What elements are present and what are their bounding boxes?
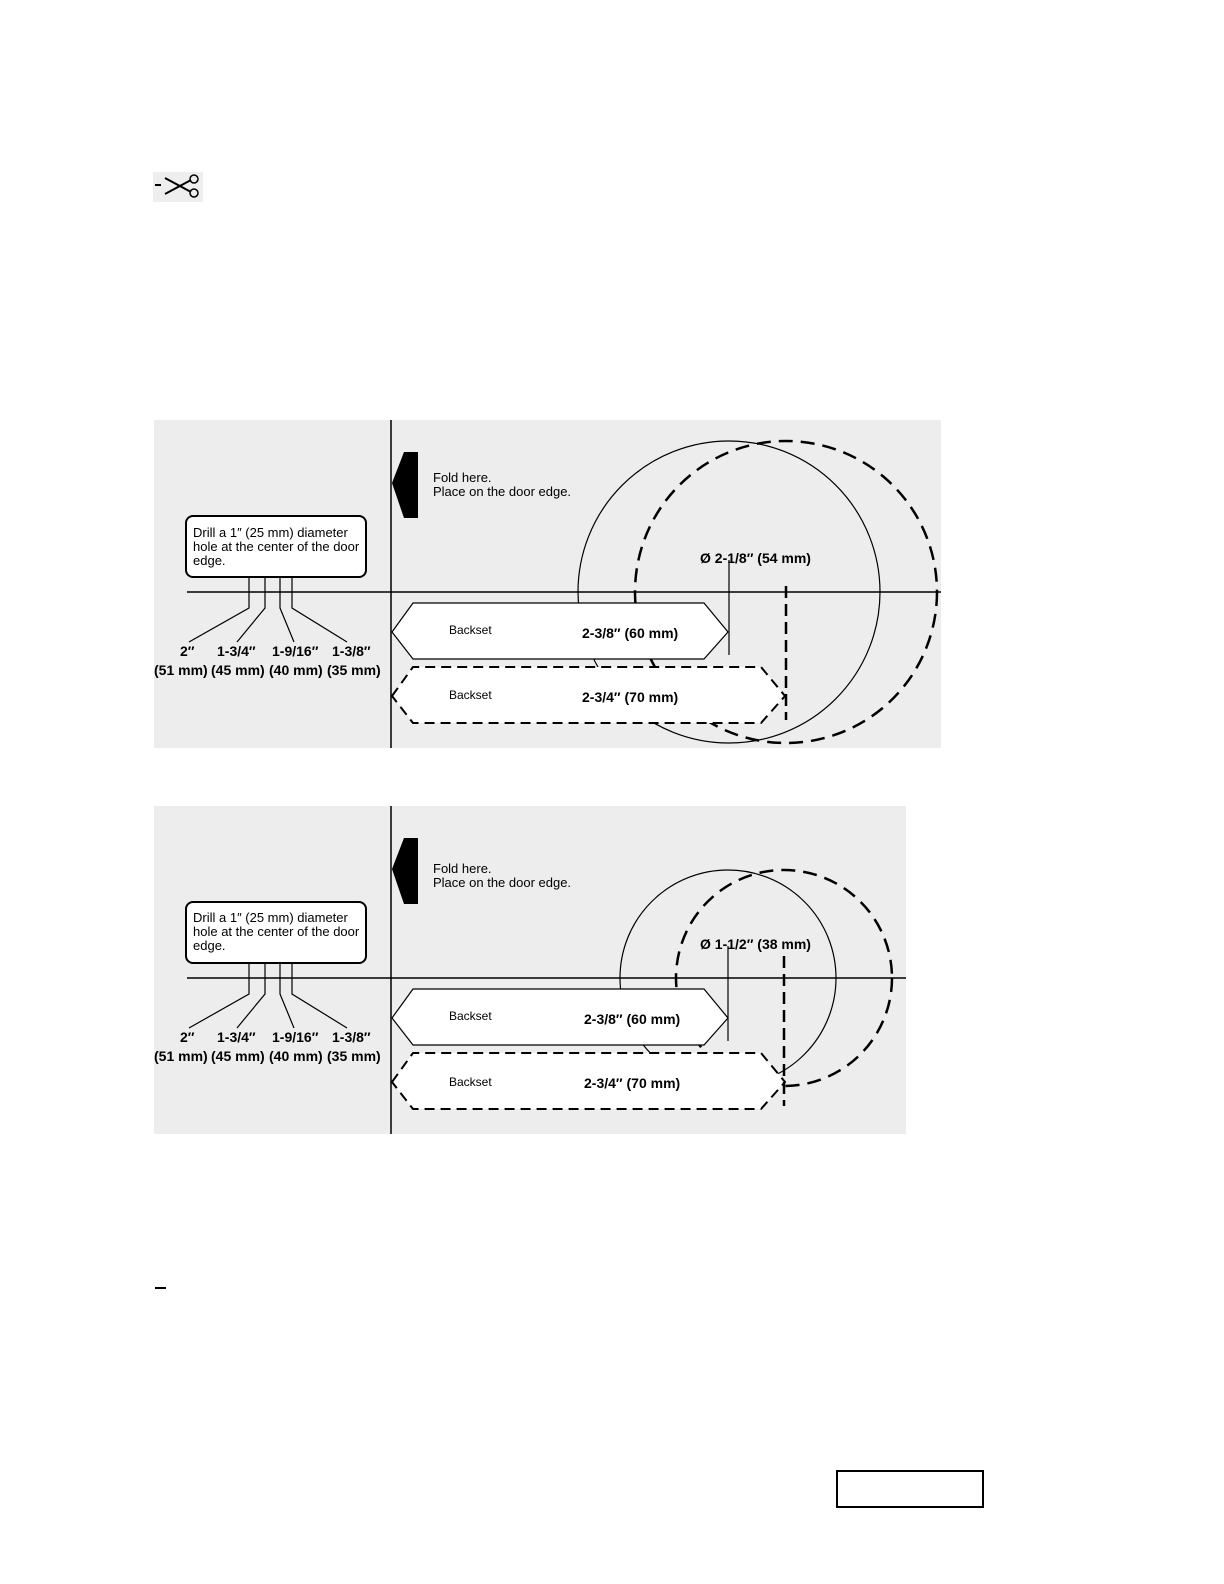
backset-label-60: Backset bbox=[449, 623, 492, 637]
backset-value-60: 2-3/8″ (60 mm) bbox=[582, 625, 679, 641]
diameter-label: Ø 1-1/2″ (38 mm) bbox=[700, 936, 811, 952]
thickness-mm-1: (51 mm) bbox=[154, 1048, 208, 1064]
cut-mark bbox=[155, 1287, 166, 1289]
thickness-in-4: 1-3/8″ bbox=[332, 643, 371, 659]
fold-arrow-icon bbox=[392, 452, 418, 518]
drill-text-1: Drill a 1″ (25 mm) diameter bbox=[193, 910, 348, 925]
drill-text-2: hole at the center of the door bbox=[193, 924, 360, 939]
backset-label-70: Backset bbox=[449, 1075, 492, 1089]
scissors-icon bbox=[153, 172, 203, 202]
thickness-in-2: 1-3/4″ bbox=[217, 643, 256, 659]
thickness-mm-3: (40 mm) bbox=[269, 1048, 323, 1064]
thickness-in-3: 1-9/16″ bbox=[272, 1029, 319, 1045]
thickness-mm-2: (45 mm) bbox=[211, 662, 265, 678]
thickness-mm-3: (40 mm) bbox=[269, 662, 323, 678]
thickness-mm-4: (35 mm) bbox=[327, 662, 381, 678]
drill-text-3: edge. bbox=[193, 938, 226, 953]
backset-value-60: 2-3/8″ (60 mm) bbox=[584, 1011, 681, 1027]
fold-text-2: Place on the door edge. bbox=[433, 875, 572, 890]
thickness-in-2: 1-3/4″ bbox=[217, 1029, 256, 1045]
drill-text-2: hole at the center of the door bbox=[193, 539, 360, 554]
drill-template-38mm bbox=[154, 806, 906, 1134]
thickness-in-1: 2″ bbox=[180, 643, 195, 659]
backset-value-70: 2-3/4″ (70 mm) bbox=[582, 689, 679, 705]
fold-text-1: Fold here. bbox=[433, 470, 492, 485]
thickness-leaders bbox=[189, 963, 347, 1028]
thickness-in-1: 2″ bbox=[180, 1029, 195, 1045]
thickness-in-3: 1-9/16″ bbox=[272, 643, 319, 659]
fold-text-2: Place on the door edge. bbox=[433, 484, 572, 499]
page-number-box bbox=[836, 1470, 984, 1508]
thickness-mm-2: (45 mm) bbox=[211, 1048, 265, 1064]
thickness-mm-1: (51 mm) bbox=[154, 662, 208, 678]
thickness-in-4: 1-3/8″ bbox=[332, 1029, 371, 1045]
drill-text-1: Drill a 1″ (25 mm) diameter bbox=[193, 525, 348, 540]
backset-label-70: Backset bbox=[449, 688, 492, 702]
diameter-label: Ø 2-1/8″ (54 mm) bbox=[700, 550, 811, 566]
drill-template-54mm bbox=[154, 420, 941, 748]
backset-label-60: Backset bbox=[449, 1009, 492, 1023]
thickness-mm-4: (35 mm) bbox=[327, 1048, 381, 1064]
thickness-leaders bbox=[189, 577, 347, 642]
drill-text-3: edge. bbox=[193, 553, 226, 568]
fold-text-1: Fold here. bbox=[433, 861, 492, 876]
backset-value-70: 2-3/4″ (70 mm) bbox=[584, 1075, 681, 1091]
fold-arrow-icon bbox=[392, 838, 418, 904]
